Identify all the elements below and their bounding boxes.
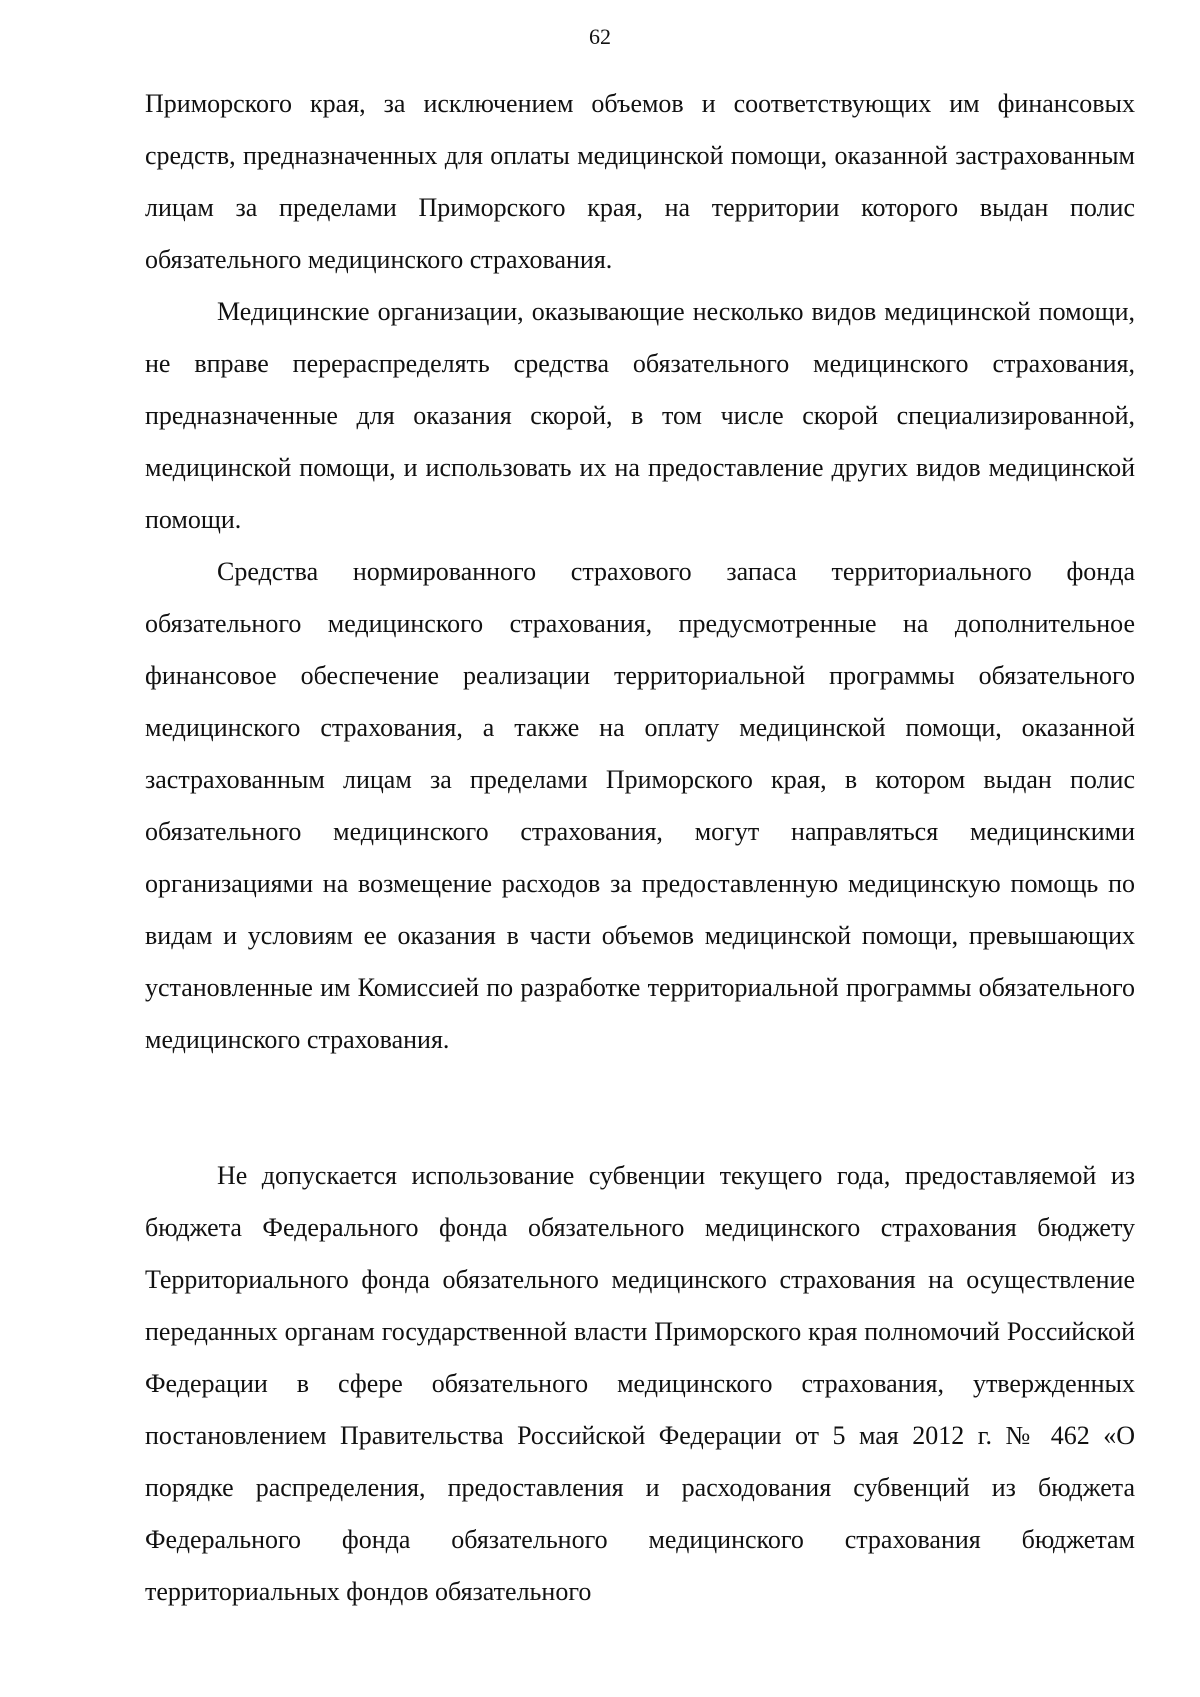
page-number: 62 <box>589 24 611 49</box>
text-block-upper <box>145 78 1135 1066</box>
paragraph-medical-organizations: Медицинские организации, оказывающие несколько видов медицинской помощи, не вправе перераспределять средства обязательного медицинского страхования, предназначенные для оказания скорой, в том числе скорой специализированной, медицинской помощи, и использовать их на предоставление других видов медицинской помощи. <box>145 297 1135 534</box>
text-block-lower <box>145 1150 1135 1618</box>
paragraph-insurance-reserve: Средства нормированного страхового запаса территориального фонда обязательного медицинского страхования, предусмотренные на дополнительное финансовое обеспечение реализации территориальной программы обязательного медицинского страхования, а также на оплату медицинской помощи, оказанной застрахованным лицам за пределами Приморского края, в котором выдан полис обязательного медицинского страхования, могут направляться медицинскими организациями на возмещение расходов за предоставленную медицинскую помощь по видам и условиям ее оказания в части объемов медицинской помощи, превышающих установленные им Комиссией по разработке территориальной программы обязательного медицинского страхования. <box>145 557 1135 1054</box>
paragraph-subvention: Не допускается использование субвенции текущего года, предоставляемой из бюджета Федерального фонда обязательного медицинского страхования бюджету Территориального фонда обязательного медицинского страхования на осуществление переданных органам государственной власти Приморского края полномочий Российской Федерации в сфере обязательного медицинского страхования, утвержденных постановлением Правительства Российской Федерации от 5 мая 2012 г. № 462 «О порядке распределения, предоставления и расходования субвенций из бюджета Федерального фонда обязательного медицинского страхования бюджетам территориальных фондов обязательного <box>145 1161 1135 1606</box>
paragraph-continuation: Приморского края, за исключением объемов и соответствующих им финансовых средств, предназначенных для оплаты медицинской помощи, оказанной застрахованным лицам за пределами Приморского края, на территории которого выдан полис обязательного медицинского страхования. <box>145 89 1135 274</box>
